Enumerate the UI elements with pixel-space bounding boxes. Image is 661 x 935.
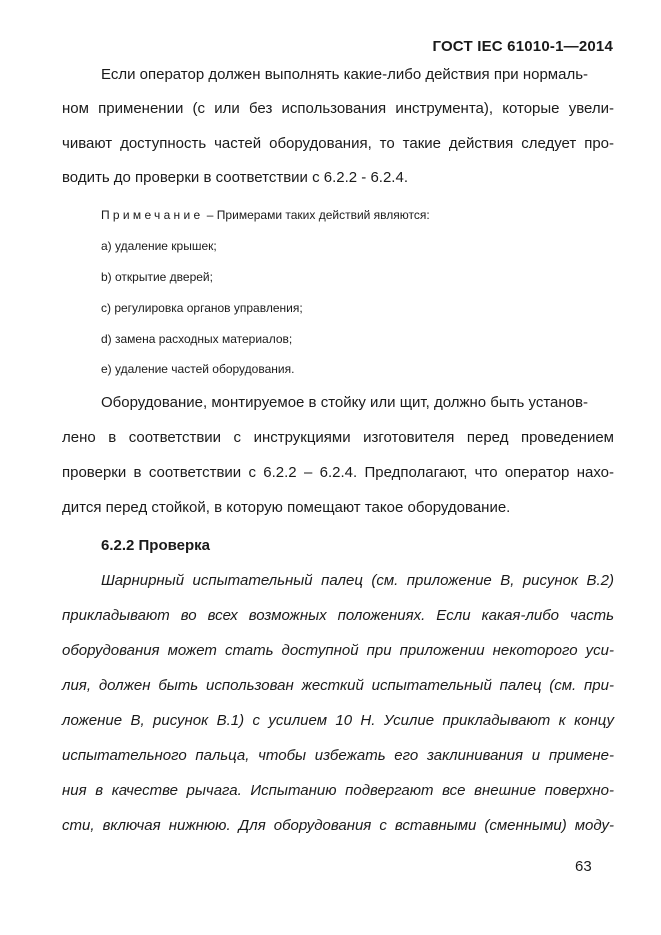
note-label: Примечание xyxy=(101,208,204,222)
note-intro xyxy=(101,207,430,223)
paragraph-2-line-4: дится перед стойкой, в которую помещают такое оборудование. xyxy=(62,499,511,516)
paragraph-3-line-2: прикладывают во всех возможных положениях. Если какая-либо часть xyxy=(62,607,614,624)
paragraph-3-line-6: испытательного пальца, чтобы избежать его заклинивания и примене- xyxy=(62,747,614,764)
note-item: c) регулировка органов управления; xyxy=(101,301,303,315)
paragraph-1-line-3: чивают доступность частей оборудования, то такие действия следует про- xyxy=(62,135,614,152)
paragraph-3-line-5: ложение В, рисунок В.1) с усилием 10 Н. Усилие прикладывают к концу xyxy=(62,712,614,729)
paragraph-2-line-2: лено в соответствии с инструкциями изготовителя перед проведением xyxy=(62,429,614,446)
paragraph-3-line-3: оборудования может стать доступной при приложении некоторого уси- xyxy=(62,642,614,659)
document-header: ГОСТ IEC 61010-1—2014 xyxy=(432,38,613,55)
paragraph-1-line-1: Если оператор должен выполнять какие-либо действия при нормаль- xyxy=(101,66,589,83)
note-item: b) открытие дверей; xyxy=(101,270,213,284)
section-heading: 6.2.2 Проверка xyxy=(101,537,211,554)
paragraph-3-line-4: лия, должен быть использован жесткий испытательный палец (см. при- xyxy=(62,677,614,694)
paragraph-2-line-1: Оборудование, монтируемое в стойку или щит, должно быть установ- xyxy=(101,394,588,411)
page-number: 63 xyxy=(575,858,592,875)
paragraph-2-line-3: проверки в соответствии с 6.2.2 – 6.2.4. Предполагают, что оператор нахо- xyxy=(62,464,614,481)
paragraph-3-line-7: ния в качестве рычага. Испытанию подвергают все внешние поверхно- xyxy=(62,782,614,799)
paragraph-1-line-4: водить до проверки в соответствии с 6.2.2 - 6.2.4. xyxy=(62,169,408,186)
note-text: – Примерами таких действий являются: xyxy=(203,208,430,222)
paragraph-3-line-8: сти, включая нижнюю. Для оборудования с вставными (сменными) моду- xyxy=(62,817,614,834)
note-item: d) замена расходных материалов; xyxy=(101,332,293,346)
note-item: e) удаление частей оборудования. xyxy=(101,362,295,376)
note-item: a) удаление крышек; xyxy=(101,239,217,253)
paragraph-3-line-1: Шарнирный испытательный палец (см. приложение В, рисунок В.2) xyxy=(101,572,614,589)
paragraph-1-line-2: ном применении (с или без использования инструмента), которые увели- xyxy=(62,100,614,117)
